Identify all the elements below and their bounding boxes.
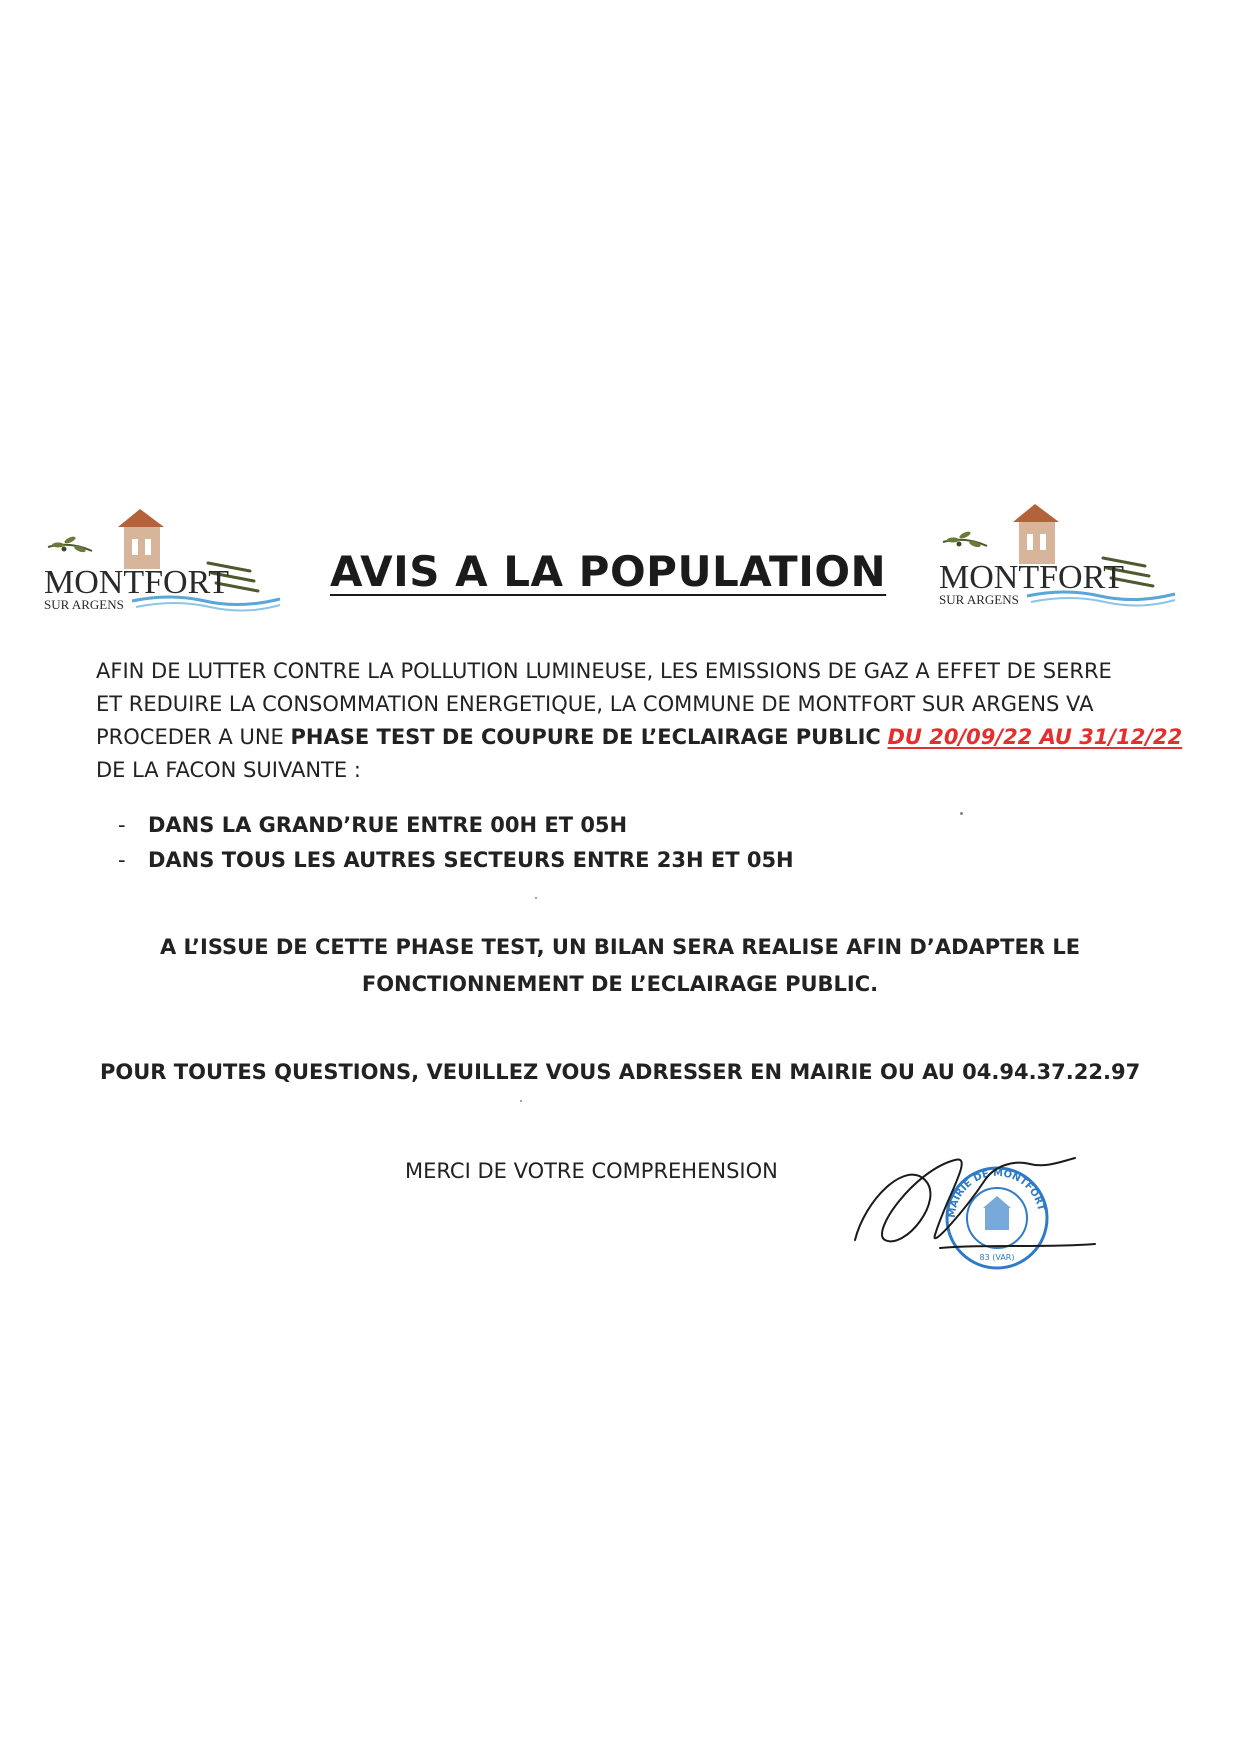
list-item-text: DANS TOUS LES AUTRES SECTEURS ENTRE 23H ET 05H xyxy=(148,848,794,872)
intro-line: AFIN DE LUTTER CONTRE LA POLLUTION LUMINEUSE, LES EMISSIONS DE GAZ A EFFET DE SERRE xyxy=(96,659,1112,683)
scan-speck xyxy=(960,812,963,815)
logo-wordmark: MONTFORT xyxy=(44,564,229,601)
intro-line: ET REDUIRE LA CONSOMMATION ENERGETIQUE, LA COMMUNE DE MONTFORT SUR ARGENS VA xyxy=(96,692,1094,716)
tower-roof-icon xyxy=(1013,504,1059,522)
conclusion-line: A L’ISSUE DE CETTE PHASE TEST, UN BILAN SERA REALISE AFIN D’ADAPTER LE xyxy=(159,935,1081,959)
montfort-logo-left xyxy=(40,505,285,620)
stamp-code: 83 (VAR) xyxy=(979,1253,1015,1262)
scan-speck xyxy=(520,1100,522,1102)
list-item xyxy=(118,843,1018,878)
test-phase-label: PHASE TEST DE COUPURE DE L’ECLAIRAGE PUBLIC xyxy=(290,725,881,749)
tower-body-icon xyxy=(124,527,160,569)
list-item-text: DANS LA GRAND’RUE ENTRE 00H ET 05H xyxy=(148,813,628,837)
signature-graphic xyxy=(840,1132,1105,1270)
page-title: AVIS A LA POPULATION xyxy=(330,547,887,596)
tower-body-icon xyxy=(1019,522,1055,564)
montfort-logo-right xyxy=(935,500,1180,615)
scan-speck xyxy=(535,897,537,899)
conclusion-line: FONCTIONNEMENT DE L’ECLAIRAGE PUBLIC. xyxy=(361,972,879,996)
schedule-list xyxy=(118,808,1018,878)
intro-paragraph xyxy=(96,655,1183,787)
list-item xyxy=(118,808,1018,843)
logo-wordmark: MONTFORT xyxy=(939,559,1124,596)
intro-line: DE LA FACON SUIVANTE : xyxy=(96,758,361,782)
bullet-dash: - xyxy=(118,813,126,837)
intro-line3-prefix: PROCEDER A UNE xyxy=(96,725,291,749)
signature-stamp xyxy=(840,1132,1105,1270)
logo-subtitle: SUR ARGENS xyxy=(939,592,1019,607)
stamp-text-path: MAIRIE DE MONTFORT SUR ARGENS xyxy=(840,1132,1047,1219)
intro-line xyxy=(96,721,1183,754)
montfort-logo-graphic xyxy=(935,500,1180,615)
montfort-logo-graphic xyxy=(40,505,285,620)
thanks-line: MERCI DE VOTRE COMPREHENSION xyxy=(405,1159,778,1183)
date-range: DU 20/09/22 AU 31/12/22 xyxy=(887,725,1183,749)
bullet-dash: - xyxy=(118,848,126,872)
contact-line: POUR TOUTES QUESTIONS, VEUILLEZ VOUS ADRESSER EN MAIRIE OU AU 04.94.37.22.97 xyxy=(100,1060,1141,1084)
tower-roof-icon xyxy=(118,509,164,527)
conclusion-paragraph xyxy=(120,929,1120,1003)
logo-subtitle: SUR ARGENS xyxy=(44,597,124,612)
